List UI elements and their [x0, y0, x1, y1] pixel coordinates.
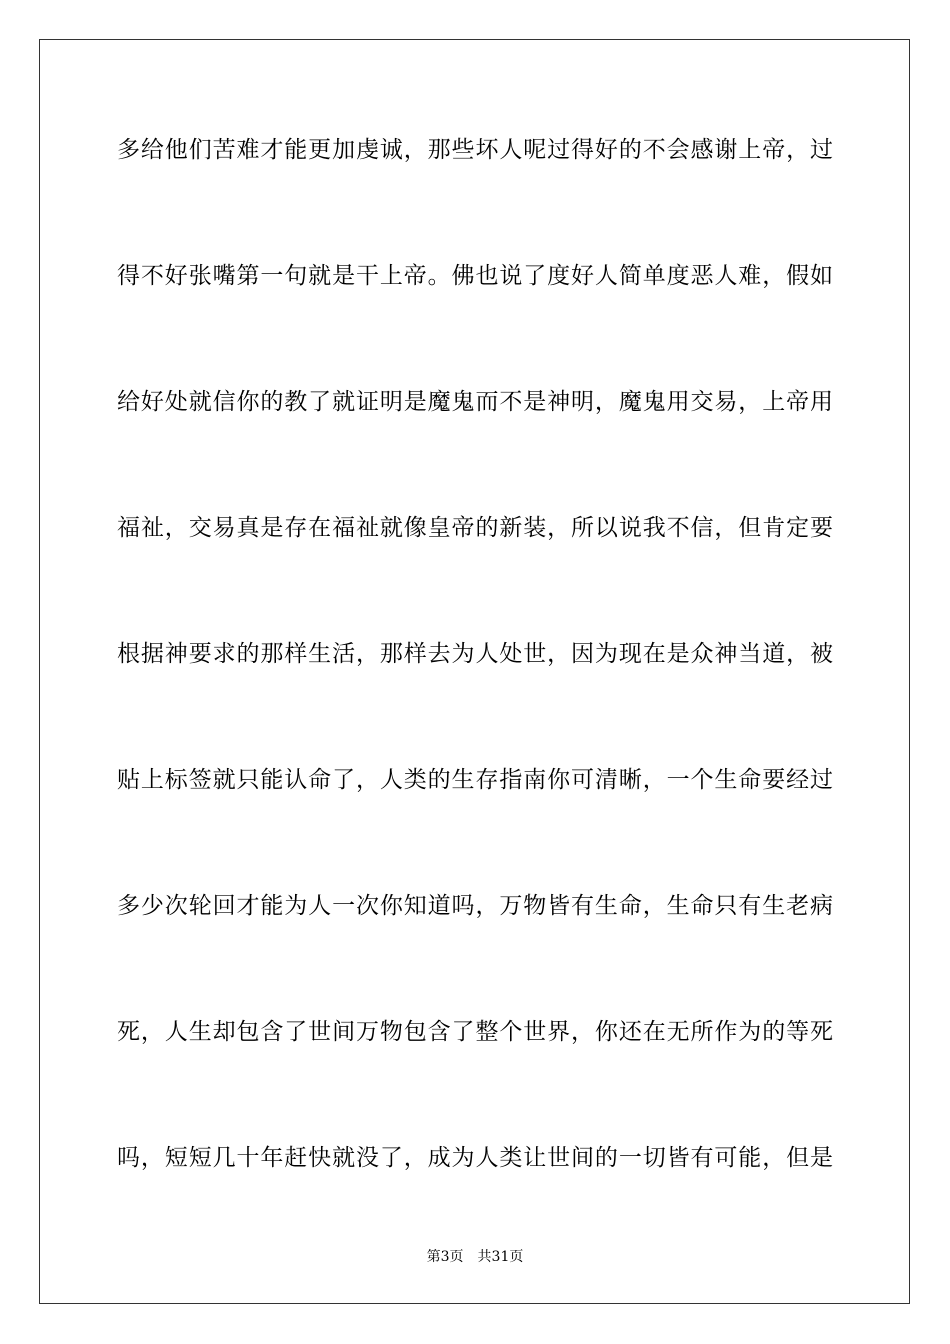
text-line: 多少次轮回才能为人一次你知道吗，万物皆有生命，生命只有生老病	[117, 893, 833, 919]
text-line: 得不好张嘴第一句就是干上帝。佛也说了度好人简单度恶人难，假如	[117, 263, 833, 289]
total-pages: 共31页	[477, 1249, 524, 1265]
text-line: 死，人生却包含了世间万物包含了整个世界，你还在无所作为的等死	[117, 1019, 833, 1045]
body-text	[117, 128, 833, 1262]
text-line: 贴上标签就只能认命了，人类的生存指南你可清晰，一个生命要经过	[117, 767, 833, 793]
text-line: 吗，短短几十年赶快就没了，成为人类让世间的一切皆有可能，但是	[117, 1145, 833, 1171]
text-line: 福祉，交易真是存在福祉就像皇帝的新装，所以说我不信，但肯定要	[117, 515, 833, 541]
text-line: 根据神要求的那样生活，那样去为人处世，因为现在是众神当道，被	[117, 641, 833, 667]
page-number: 第3页	[426, 1249, 464, 1265]
text-line: 给好处就信你的教了就证明是魔鬼而不是神明，魔鬼用交易，上帝用	[117, 389, 833, 415]
text-line: 多给他们苦难才能更加虔诚，那些坏人呢过得好的不会感谢上帝，过	[117, 137, 833, 163]
page-footer	[0, 1247, 950, 1267]
